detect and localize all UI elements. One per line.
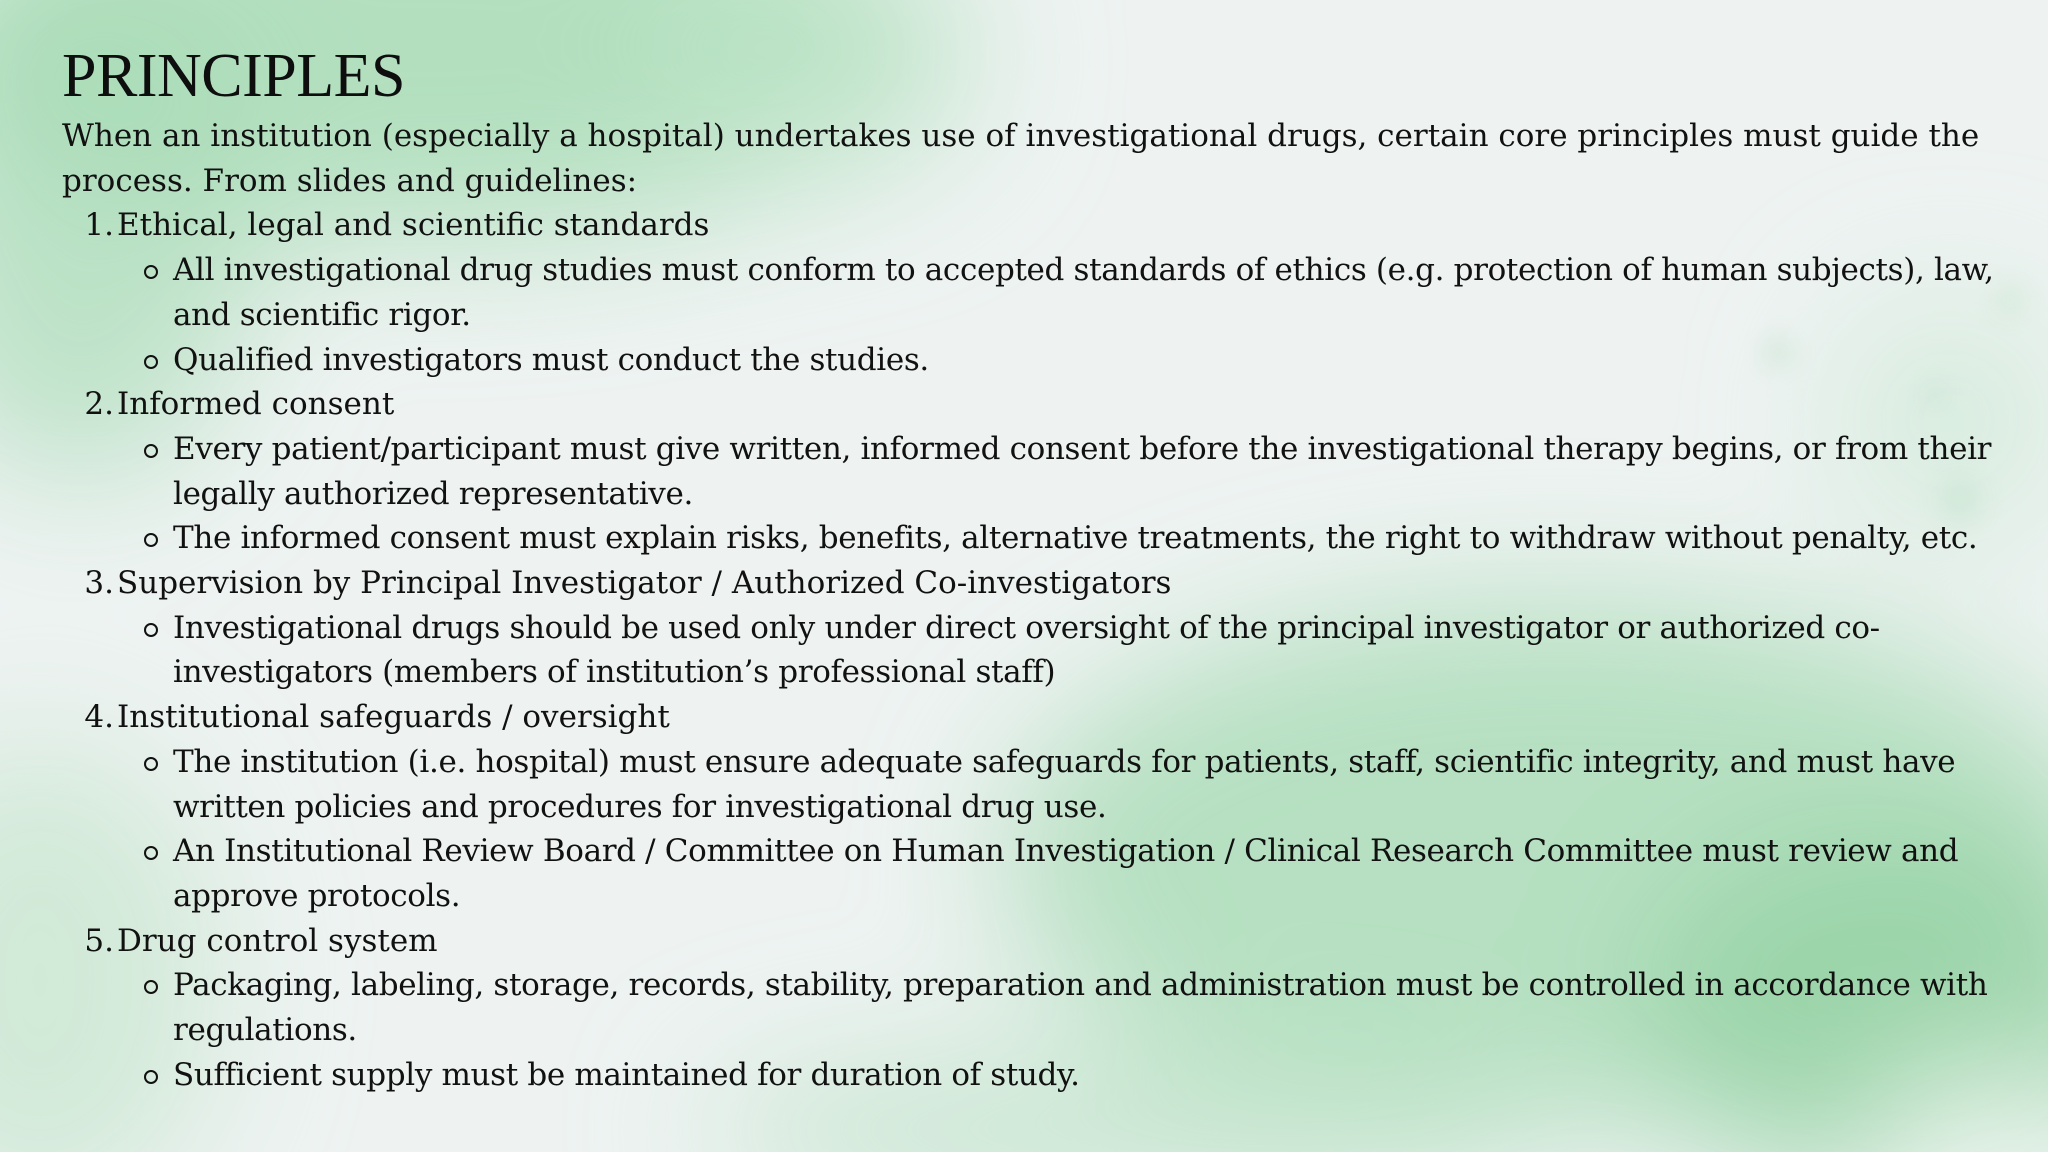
sub-point-text: Investigational drugs should be used only under direct oversight of the principal investigator or authorized co-investigators (members of institution’s professional staff) <box>173 609 1880 691</box>
sub-point-text: Every patient/participant must give written, informed consent before the investigational therapy begins, or from their legally authorized representative. <box>173 430 1992 512</box>
sub-point <box>62 829 2037 918</box>
principle-heading: Institutional safeguards / oversight <box>117 699 670 736</box>
sub-point-list <box>62 248 2037 382</box>
principle-item <box>62 561 2037 695</box>
sub-point <box>62 427 2037 516</box>
principle-heading: Supervision by Principal Investigator / Authorized Co-investigators <box>117 565 1172 602</box>
principle-heading-row <box>62 382 2037 427</box>
hollow-bullet-icon <box>144 1070 158 1084</box>
principle-heading: Drug control system <box>117 922 438 959</box>
sub-point-text: An Institutional Review Board / Committee on Human Investigation / Clinical Research Committee must review and approve protocols. <box>173 833 1959 914</box>
sub-point <box>62 338 2037 383</box>
sub-point <box>62 963 2037 1052</box>
principle-item <box>62 203 2037 382</box>
principle-heading-row <box>62 695 2037 740</box>
sub-point-list <box>62 740 2037 919</box>
hollow-bullet-icon <box>144 623 158 637</box>
principle-heading: Informed consent <box>117 386 395 423</box>
principle-heading: Ethical, legal and scientific standards <box>117 207 710 244</box>
hollow-bullet-icon <box>144 533 158 547</box>
hollow-bullet-icon <box>144 444 158 458</box>
principle-number: 3. <box>84 565 114 602</box>
principle-item <box>62 919 2037 1098</box>
principle-heading-row <box>62 561 2037 606</box>
sub-point-text: Packaging, labeling, storage, records, stability, preparation and administration must be controlled in accordance with regulations. <box>173 967 1988 1049</box>
principle-item <box>62 695 2037 919</box>
principle-heading-row <box>62 203 2037 248</box>
hollow-bullet-icon <box>144 757 158 771</box>
sub-point-text: The informed consent must explain risks, benefits, alternative treatments, the right to withdraw without penalty, etc. <box>173 520 1978 557</box>
sub-point-list <box>62 963 2037 1097</box>
sub-point-text: Qualified investigators must conduct the studies. <box>173 341 929 378</box>
hollow-bullet-icon <box>144 265 158 279</box>
hollow-bullet-icon <box>144 846 158 860</box>
sub-point <box>62 248 2037 337</box>
slide-title: PRINCIPLES <box>62 42 405 110</box>
principle-number: 2. <box>84 386 114 423</box>
principles-list <box>62 203 2037 1097</box>
principle-item <box>62 382 2037 561</box>
sub-point <box>62 606 2037 695</box>
sub-point <box>62 1053 2037 1098</box>
sub-point-list <box>62 427 2037 561</box>
sub-point-text: All investigational drug studies must conform to accepted standards of ethics (e.g. protection of human subjects), law, and scientific rigor. <box>173 252 1994 333</box>
principle-heading-row <box>62 919 2037 964</box>
sub-point-list <box>62 606 2037 695</box>
sub-point <box>62 740 2037 829</box>
principle-number: 5. <box>84 922 114 959</box>
slide-content <box>62 38 2037 1097</box>
hollow-bullet-icon <box>144 355 158 369</box>
principle-number: 4. <box>84 699 114 736</box>
intro-paragraph: When an institution (especially a hospital) undertakes use of investigational drugs, certain core principles must guide the process. From slides and guidelines: <box>62 118 1980 199</box>
sub-point <box>62 516 2037 561</box>
sub-point-text: The institution (i.e. hospital) must ensure adequate safeguards for patients, staff, scientific integrity, and must have written policies and procedures for investigational drug use. <box>173 743 1956 825</box>
principle-number: 1. <box>84 207 114 244</box>
hollow-bullet-icon <box>144 980 158 994</box>
sub-point-text: Sufficient supply must be maintained for duration of study. <box>173 1056 1080 1093</box>
